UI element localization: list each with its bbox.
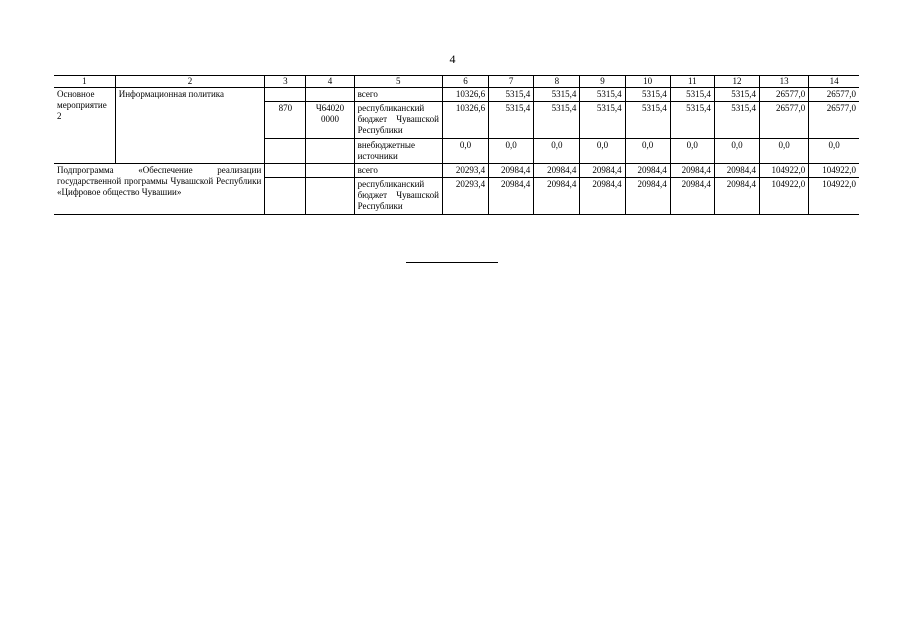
- source-cell: республиканский бюджет Чувашской Республики: [354, 102, 442, 139]
- csr-cell: [306, 164, 354, 178]
- grbs-cell: [265, 139, 306, 164]
- header-cell: 14: [809, 76, 859, 88]
- source-cell: республиканский бюджет Чувашской Республики: [354, 178, 442, 215]
- value-cell: 5315,4: [534, 88, 580, 102]
- subprogram-title-cell: Подпрограмма «Обеспечение реализации государственной программы Чувашской Республики «Цифровое общество Чувашии»: [54, 164, 265, 215]
- event-name-cell: Основное мероприятие 2: [54, 88, 115, 164]
- value-cell: 5315,4: [670, 88, 714, 102]
- csr-cell: [306, 139, 354, 164]
- header-cell: 3: [265, 76, 306, 88]
- closing-rule: [406, 262, 498, 263]
- header-cell: 12: [714, 76, 759, 88]
- csr-cell: Ч64020 0000: [306, 102, 354, 139]
- value-cell: 0,0: [809, 139, 859, 164]
- value-cell: 10326,6: [442, 102, 488, 139]
- grbs-cell: 870: [265, 102, 306, 139]
- value-cell: 20984,4: [580, 178, 625, 215]
- budget-table: [54, 75, 859, 215]
- value-cell: 5315,4: [625, 102, 670, 139]
- page-number: 4: [449, 52, 456, 66]
- value-cell: 20984,4: [670, 178, 714, 215]
- value-cell: 5315,4: [625, 88, 670, 102]
- source-cell: всего: [354, 88, 442, 102]
- value-cell: 20984,4: [714, 178, 759, 215]
- header-cell: 10: [625, 76, 670, 88]
- header-cell: 8: [534, 76, 580, 88]
- grbs-cell: [265, 164, 306, 178]
- value-cell: 20984,4: [714, 164, 759, 178]
- value-cell: 10326,6: [442, 88, 488, 102]
- value-cell: 26577,0: [760, 88, 809, 102]
- value-cell: 26577,0: [809, 102, 859, 139]
- value-cell: 5315,4: [580, 102, 625, 139]
- grbs-cell: [265, 88, 306, 102]
- value-cell: 0,0: [580, 139, 625, 164]
- value-cell: 104922,0: [760, 164, 809, 178]
- value-cell: 5315,4: [534, 102, 580, 139]
- value-cell: 0,0: [489, 139, 534, 164]
- value-cell: 104922,0: [809, 164, 859, 178]
- value-cell: 0,0: [442, 139, 488, 164]
- source-cell: всего: [354, 164, 442, 178]
- table-row: [54, 88, 859, 102]
- value-cell: 0,0: [625, 139, 670, 164]
- value-cell: 0,0: [714, 139, 759, 164]
- table-row: [54, 164, 859, 178]
- source-cell: внебюджетные источники: [354, 139, 442, 164]
- value-cell: 26577,0: [760, 102, 809, 139]
- value-cell: 20293,4: [442, 178, 488, 215]
- value-cell: 20293,4: [442, 164, 488, 178]
- value-cell: 5315,4: [670, 102, 714, 139]
- value-cell: 0,0: [534, 139, 580, 164]
- value-cell: 0,0: [670, 139, 714, 164]
- csr-cell: [306, 178, 354, 215]
- header-cell: 6: [442, 76, 488, 88]
- value-cell: 5315,4: [489, 88, 534, 102]
- value-cell: 0,0: [760, 139, 809, 164]
- header-cell: 9: [580, 76, 625, 88]
- value-cell: 5315,4: [489, 102, 534, 139]
- value-cell: 20984,4: [489, 178, 534, 215]
- value-cell: 20984,4: [580, 164, 625, 178]
- value-cell: 104922,0: [809, 178, 859, 215]
- grbs-cell: [265, 178, 306, 215]
- value-cell: 20984,4: [534, 178, 580, 215]
- header-row: [54, 76, 859, 88]
- value-cell: 20984,4: [534, 164, 580, 178]
- value-cell: 26577,0: [809, 88, 859, 102]
- csr-cell: [306, 88, 354, 102]
- value-cell: 20984,4: [625, 164, 670, 178]
- value-cell: 5315,4: [714, 88, 759, 102]
- header-cell: 11: [670, 76, 714, 88]
- value-cell: 104922,0: [760, 178, 809, 215]
- event-title-cell: Информационная политика: [115, 88, 265, 164]
- header-cell: 5: [354, 76, 442, 88]
- value-cell: 20984,4: [625, 178, 670, 215]
- header-cell: 7: [489, 76, 534, 88]
- header-cell: 2: [115, 76, 265, 88]
- header-cell: 4: [306, 76, 354, 88]
- value-cell: 5315,4: [714, 102, 759, 139]
- value-cell: 5315,4: [580, 88, 625, 102]
- value-cell: 20984,4: [489, 164, 534, 178]
- value-cell: 20984,4: [670, 164, 714, 178]
- header-cell: 1: [54, 76, 115, 88]
- header-cell: 13: [760, 76, 809, 88]
